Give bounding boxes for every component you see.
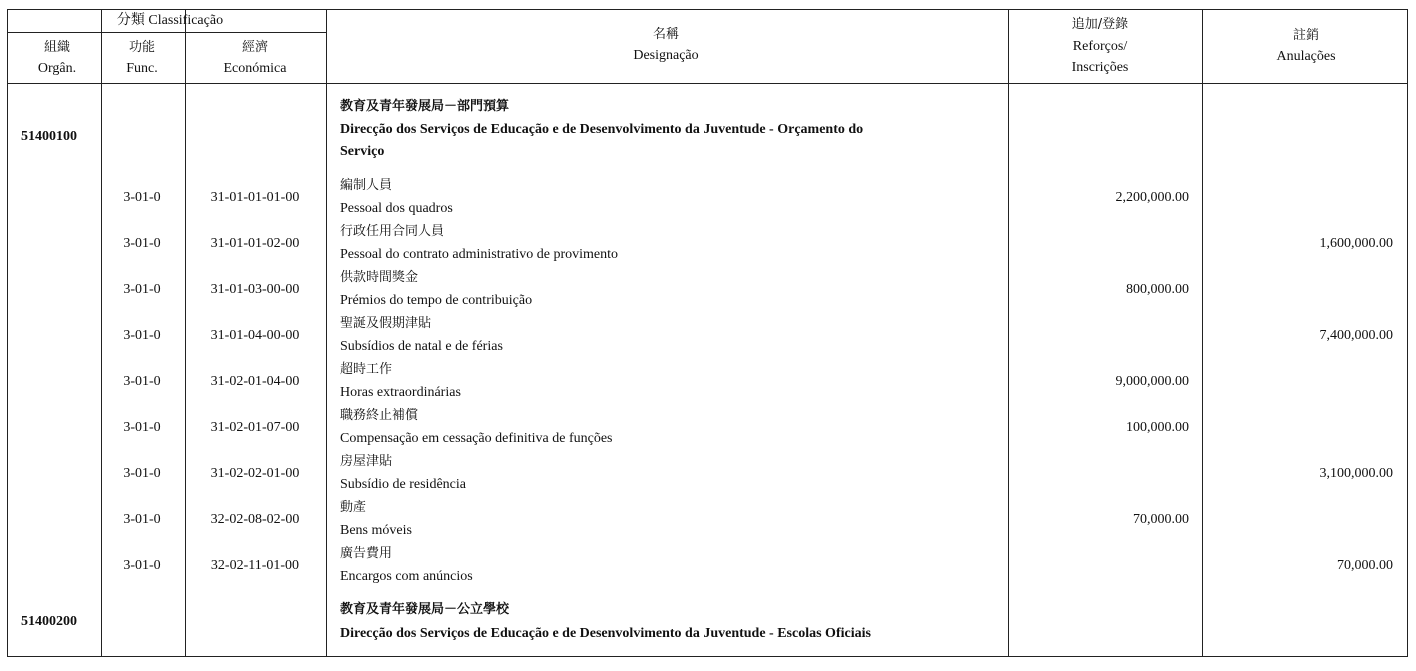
row-desig-zh: 房屋津貼 [340, 454, 393, 469]
col-line-desig [1008, 10, 1009, 656]
row-econ: 31-01-03-00-00 [210, 282, 300, 297]
row-desig-pt: Horas extraordinárias [340, 385, 461, 400]
header-annul-pt: Anulações [1276, 49, 1336, 64]
row-econ: 31-02-01-07-00 [210, 420, 300, 435]
row-desig-pt: Encargos com anúncios [340, 569, 473, 584]
header-classification: 分類 Classificação [116, 13, 224, 28]
row-func: 3-01-0 [123, 420, 161, 435]
row-desig-zh: 超時工作 [340, 362, 393, 377]
row-desig-pt: Bens móveis [340, 523, 412, 538]
row-annul: 70,000.00 [1337, 558, 1393, 573]
header-org-zh: 組織 [43, 40, 71, 55]
section-org-code: 51400100 [21, 129, 77, 144]
section-title-zh: 教育及青年發展局－部門預算 [340, 99, 510, 114]
header-desig-pt: Designação [633, 48, 699, 63]
row-reinf: 70,000.00 [1133, 512, 1189, 527]
row-desig-zh: 動產 [340, 500, 367, 515]
row-func: 3-01-0 [123, 374, 161, 389]
header-func-zh: 功能 [128, 40, 156, 55]
row-reinf: 9,000,000.00 [1115, 374, 1189, 389]
row-desig-zh: 廣告費用 [340, 546, 393, 561]
row-desig-zh: 編制人員 [340, 178, 393, 193]
col-line-reinf [1202, 10, 1203, 656]
header-bottom-line [8, 83, 1407, 84]
header-reinf-pt2: Inscrições [1071, 60, 1129, 75]
row-econ: 31-01-01-02-00 [210, 236, 300, 251]
row-desig-zh: 供款時間獎金 [340, 270, 419, 285]
row-econ: 32-02-08-02-00 [210, 512, 300, 527]
section-title-zh: 教育及青年發展局－公立學校 [340, 602, 510, 617]
row-func: 3-01-0 [123, 282, 161, 297]
row-desig-pt: Compensação em cessação definitiva de funções [340, 431, 613, 446]
row-annul: 7,400,000.00 [1319, 328, 1393, 343]
header-org-pt: Orgân. [37, 61, 77, 76]
section-title-pt-cont: Serviço [340, 144, 385, 159]
row-reinf: 100,000.00 [1126, 420, 1189, 435]
row-desig-pt: Subsídios de natal e de férias [340, 339, 503, 354]
row-func: 3-01-0 [123, 236, 161, 251]
header-desig-zh: 名稱 [652, 27, 680, 42]
section-title-pt: Direcção dos Serviços de Educação e de Desenvolvimento da Juventude - Orçamento do [340, 122, 864, 137]
row-func: 3-01-0 [123, 512, 161, 527]
row-econ: 31-01-01-01-00 [210, 190, 300, 205]
row-annul: 1,600,000.00 [1319, 236, 1393, 251]
row-desig-zh: 職務終止補償 [340, 408, 419, 423]
row-reinf: 2,200,000.00 [1115, 190, 1189, 205]
col-line-econ [326, 10, 327, 656]
section-title-pt: Direcção dos Serviços de Educação e de Desenvolvimento da Juventude - Escolas Oficiais [340, 626, 871, 641]
row-func: 3-01-0 [123, 328, 161, 343]
row-econ: 31-02-01-04-00 [210, 374, 300, 389]
header-econ-zh: 經濟 [241, 40, 269, 55]
header-annul-zh: 註銷 [1292, 28, 1320, 43]
row-func: 3-01-0 [123, 190, 161, 205]
row-func: 3-01-0 [123, 558, 161, 573]
header-econ-pt: Económica [223, 61, 287, 76]
row-desig-pt: Pessoal do contrato administrativo de provimento [340, 247, 619, 262]
row-desig-zh: 聖誕及假期津貼 [340, 316, 432, 331]
row-annul: 3,100,000.00 [1319, 466, 1393, 481]
col-line-org [101, 10, 102, 656]
header-reinf-zh: 追加/登錄 [1071, 17, 1129, 32]
row-desig-pt: Pessoal dos quadros [340, 201, 453, 216]
row-econ: 32-02-11-01-00 [210, 558, 300, 573]
row-desig-zh: 行政任用合同人員 [340, 224, 445, 239]
row-desig-pt: Prémios do tempo de contribuição [340, 293, 533, 308]
classification-underline [8, 32, 327, 33]
col-line-func [185, 10, 186, 656]
row-reinf: 800,000.00 [1126, 282, 1189, 297]
section-org-code: 51400200 [21, 614, 77, 629]
row-econ: 31-01-04-00-00 [210, 328, 300, 343]
row-desig-pt: Subsídio de residência [340, 477, 466, 492]
header-reinf-pt1: Reforços/ [1072, 39, 1128, 54]
header-func-pt: Func. [126, 61, 158, 76]
row-econ: 31-02-02-01-00 [210, 466, 300, 481]
row-func: 3-01-0 [123, 466, 161, 481]
